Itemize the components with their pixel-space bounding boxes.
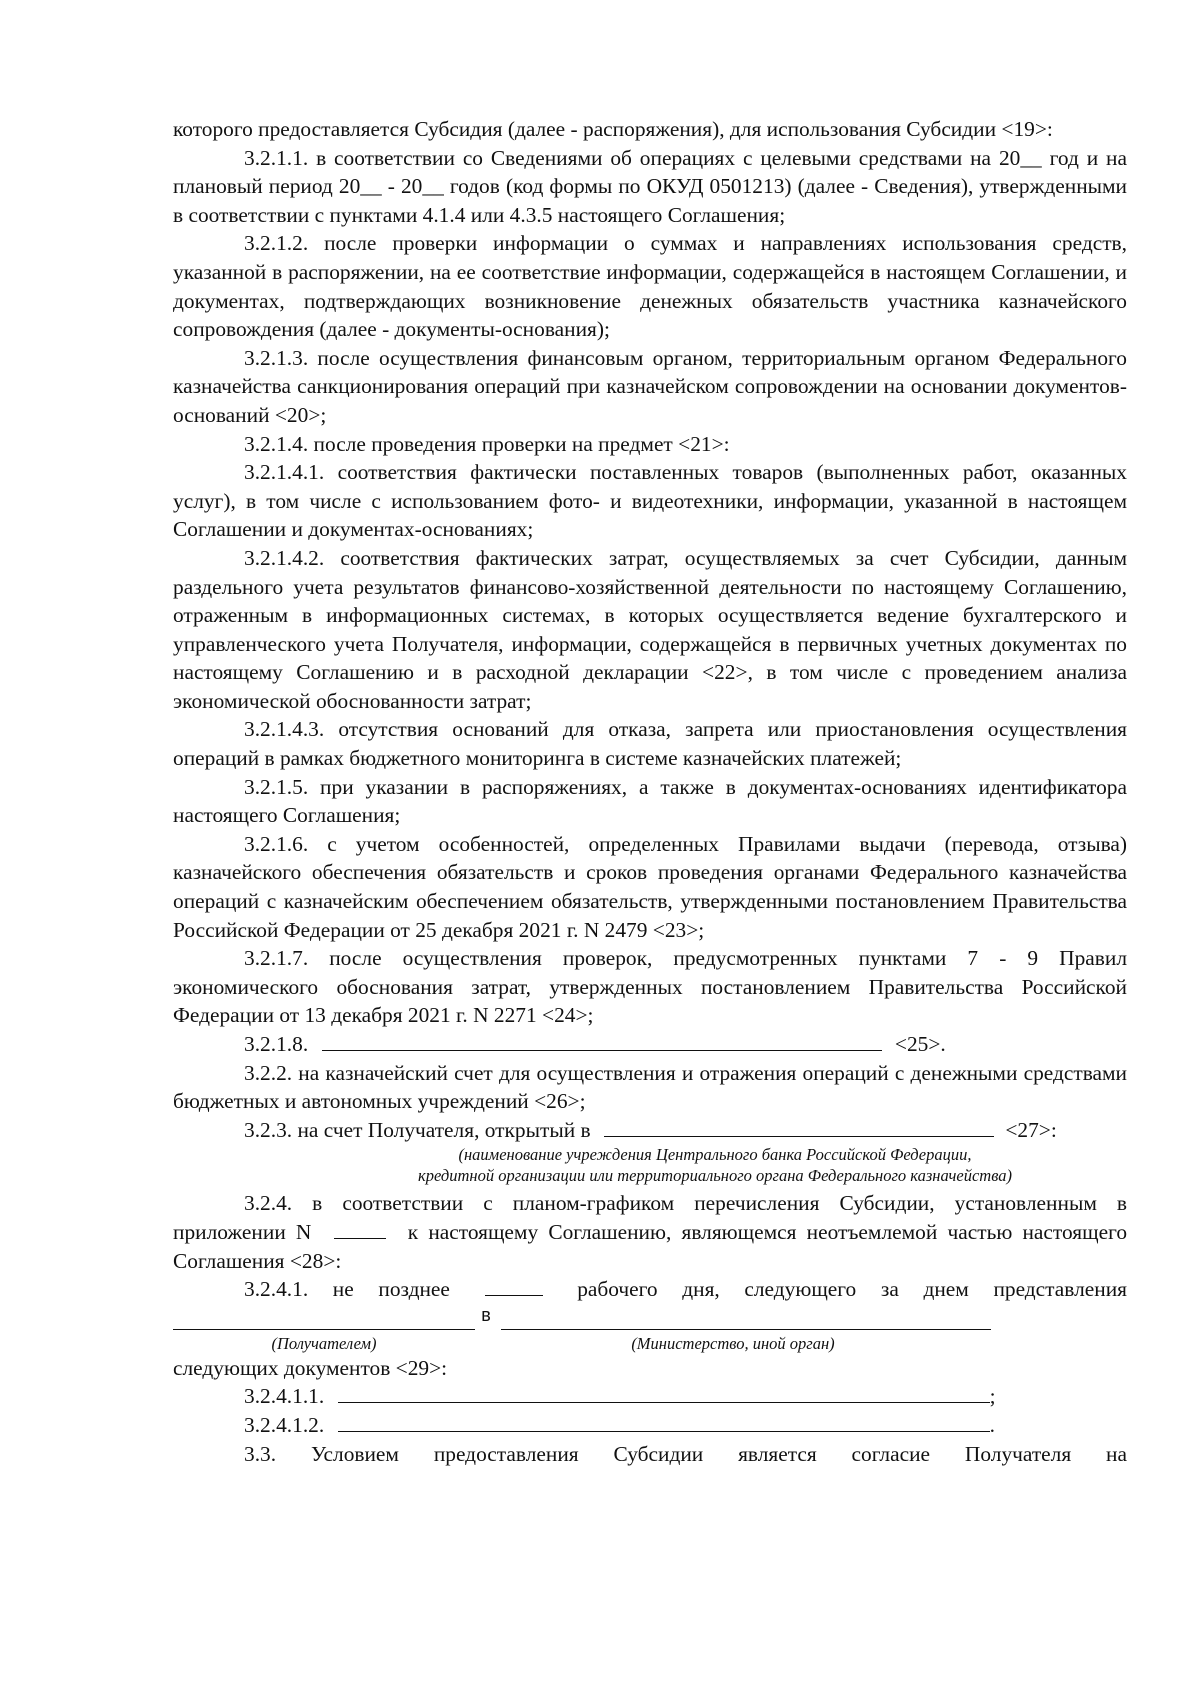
document-2-blank[interactable] [338,1413,990,1432]
footnote-ref: <27>: [1005,1117,1057,1142]
clause-number: 3.2.4.1.2. [244,1412,325,1437]
clause-text: 3.2.3. на счет Получателя, открытый в [244,1117,591,1142]
clause-3-2-1-1: 3.2.1.1. в соответствии со Сведениями об операциях с целевыми средствами на 20__ год и на плановый период 20__ - 20__ годов (код формы по ОКУД 0501213) (далее - Сведения), утвержденными в соответствии с пунктами 4.1.4 или 4.3.5 настоящего Соглашения; [173,145,1127,227]
document-1-blank[interactable] [338,1384,990,1403]
bank-name-blank[interactable] [604,1118,994,1137]
clause-3-2-1-5: 3.2.1.5. при указании в распоряжениях, а также в документах-основаниях идентификатора настоящего Соглашения; [173,774,1127,828]
clause-3-2-4 [173,1189,1127,1275]
clause-3-2-1-8 [173,1030,1127,1059]
in-word: в [481,1305,491,1326]
fill-in-blank[interactable] [322,1032,882,1051]
days-blank[interactable] [485,1277,543,1296]
clause-3-3: 3.3. Условием предоставления Субсидии является согласие Получателя на [244,1441,1127,1466]
punctuation: . [989,1412,995,1437]
clause-3-2-1-6: 3.2.1.6. с учетом особенностей, определенных Правилами выдачи (перевода, отзыва) казначейского обеспечения обязательств и сроков проведения органами Федерального казначейства операций с казначейским обеспечением обязательств, утвержденными постановлением Правительства Российской Федерации от 25 декабря 2021 г. N 2479 <23>; [173,831,1127,942]
document-page [173,115,1127,1468]
clause-3-2-1-3: 3.2.1.3. после осуществления финансовым органом, территориальным органом Федерального казначейства санкционирования операций при казначейском сопровождении на основании документов-оснований <20>; [173,345,1127,427]
clause-3-2-1-4-2: 3.2.1.4.2. соответствия фактических затрат, осуществляемых за счет Субсидии, данным раздельного учета результатов финансово-хозяйственной деятельности по настоящему Соглашению, отраженным в информационных системах, в которых осуществляется ведение бухгалтерского и управленческого учета Получателя, информации, содержащейся в первичных учетных документах по настоящему Соглашению и в расходной декларации <22>, в том числе с проведением анализа экономической обоснованности затрат; [173,545,1127,713]
ministry-caption: (Министерство, иной орган) [631,1333,835,1353]
clause-text-a: 3.2.4. в соответствии с планом-графиком перечисления Субсидии, установленным в приложении N [173,1191,1127,1244]
recipient-blank[interactable] [173,1311,475,1330]
clause-text-a: 3.2.4.1. не позднее [244,1277,450,1302]
clause-3-2-1-4-1: 3.2.1.4.1. соответствия фактически поставленных товаров (выполненных работ, оказанных услуг), в том числе с использованием фото- и видеотехники, информации, указанной в настоящем Соглашении и документах-основаниях; [173,460,1127,542]
clause-3-2-3 [173,1116,1127,1145]
clause-3-2-4-1-1 [173,1382,1127,1411]
submission-row [173,1304,1127,1330]
clause-3-2-2: 3.2.2. на казначейский счет для осуществления и отражения операций с денежными средствами бюджетных и автономных учреждений <26>; [173,1060,1127,1114]
bank-caption-1: (наименование учреждения Центрального банка Российской Федерации, [458,1145,972,1165]
recipient-caption: (Получателем) [271,1333,377,1353]
clause-3-2-1-4: 3.2.1.4. после проведения проверки на предмет <21>: [244,431,730,456]
ministry-blank[interactable] [501,1311,991,1330]
clause-text-b: к настоящему Соглашению, являющемся неотъемлемой частью настоящего Соглашения <28>: [173,1219,1128,1273]
clause-3-2-4-1 [173,1275,1127,1304]
documents-lead: следующих документов <29>: [173,1355,448,1380]
clause-text-b: рабочего дня, следующего за днем представления [577,1277,1127,1302]
paragraph-intro: которого предоставляется Субсидия (далее - распоряжения), для использования Субсидии <19>: [173,117,1053,141]
clause-3-2-4-1-2 [173,1411,1127,1440]
clause-number: 3.2.4.1.1. [244,1384,325,1409]
punctuation: ; [989,1384,996,1409]
footnote-ref: <25>. [894,1032,946,1056]
clause-3-2-1-2: 3.2.1.2. после проверки информации о суммах и направлениях использования средств, указанной в распоряжении, на ее соответствие информации, содержащейся в настоящем Соглашении, и документах, подтверждающих возникновение денежных обязательств участника казначейского сопровождения (далее - документы-основания); [173,231,1127,342]
bank-caption-2: кредитной организации или территориального органа Федерального казначейства) [417,1166,1012,1186]
clause-3-2-1-7: 3.2.1.7. после осуществления проверок, предусмотренных пунктами 7 - 9 Правил экономического обоснования затрат, утвержденных постановлением Правительства Российской Федерации от 13 декабря 2021 г. N 2271 <24>; [173,946,1127,1028]
submission-captions [173,1330,1127,1354]
clause-3-2-1-4-3: 3.2.1.4.3. отсутствия оснований для отказа, запрета или приостановления осуществления операций в рамках бюджетного мониторинга в системе казначейских платежей; [173,717,1127,771]
appendix-number-blank[interactable] [334,1220,386,1239]
clause-number: 3.2.1.8. [244,1032,309,1056]
